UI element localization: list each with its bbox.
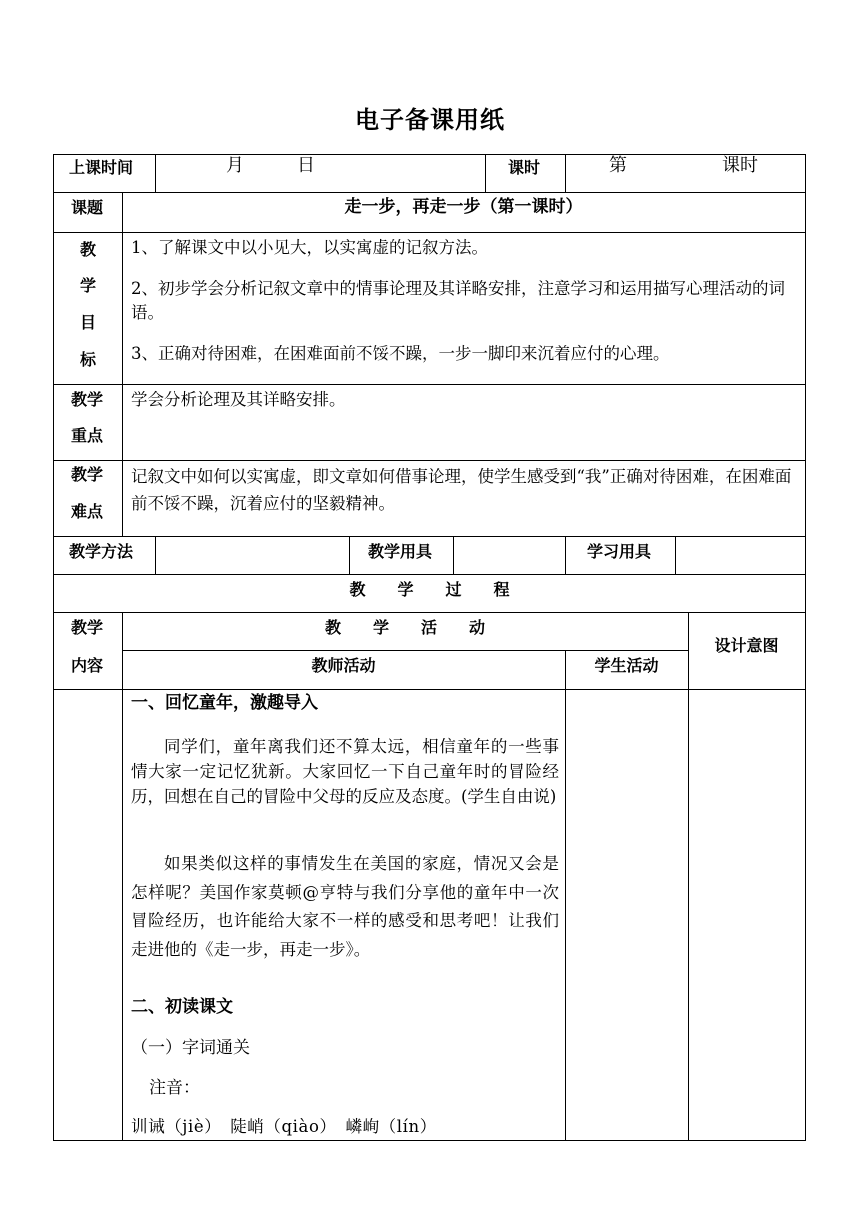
study-tools-label: 学习用具 bbox=[587, 542, 652, 561]
teacher-activity-header: 教师活动 bbox=[311, 656, 376, 675]
day-label: 日 bbox=[297, 155, 315, 176]
objective-item: 3、正确对待困难，在困难面前不馁不躁，一步一脚印来沉着应付的心理。 bbox=[131, 344, 670, 363]
period-prefix: 第 bbox=[609, 155, 627, 176]
content-label: 内容 bbox=[71, 656, 104, 675]
phonetic-label: 注音： bbox=[149, 1078, 200, 1098]
student-activity-header: 学生活动 bbox=[594, 656, 659, 675]
page-title: 电子备课用纸 bbox=[355, 106, 505, 134]
phonetic-line: 训诫（jiè） 陡峭（qiào） 嶙峋（lín） bbox=[131, 1117, 437, 1136]
topic-value: 走一步，再走一步（第一课时） bbox=[344, 197, 583, 217]
process-heading: 教 学 过 程 bbox=[349, 580, 510, 599]
section-1-title: 一、回忆童年，激趣导入 bbox=[131, 693, 318, 713]
activity-heading: 教 学 活 动 bbox=[324, 618, 485, 637]
key-points-value: 学会分析论理及其详略安排。 bbox=[131, 390, 346, 409]
design-intent-header: 设计意图 bbox=[714, 636, 779, 655]
period-label: 课时 bbox=[508, 158, 541, 177]
month-label: 月 bbox=[226, 155, 244, 176]
key-points-label: 重点 bbox=[71, 426, 104, 445]
period-suffix: 课时 bbox=[722, 155, 758, 176]
objective-item: 1、了解课文中以小见大，以实寓虚的记叙方法。 bbox=[131, 238, 488, 257]
content-label: 教学 bbox=[71, 618, 104, 637]
key-points-label: 教学 bbox=[71, 390, 104, 409]
difficulties-label: 难点 bbox=[71, 502, 104, 521]
subsection-vocab: （一）字词通关 bbox=[131, 1038, 250, 1058]
section-2-title: 二、初读课文 bbox=[131, 997, 233, 1017]
class-time-label: 上课时间 bbox=[69, 158, 134, 177]
intro-paragraph-1: 同学们，童年离我们还不算太远，相信童年的一些事情大家一定记忆犹新。大家回忆一下自己童年时的冒险经历，回想在自己的冒险中父母的反应及态度。(学生自由说) bbox=[131, 737, 559, 806]
method-label: 教学方法 bbox=[69, 542, 134, 561]
intro-paragraph-2: 如果类似这样的事情发生在美国的家庭，情况又会是怎样呢？美国作家莫顿@亨特与我们分享他的童年中一次冒险经历，也许能给大家不一样的感受和思考吧！让我们走进他的《走一步，再走一步》。 bbox=[131, 854, 559, 959]
difficulties-value: 记叙文中如何以实寓虚，即文章如何借事论理，使学生感受到“我”正确对待困难，在困难面前不馁不躁，沉着应付的坚毅精神。 bbox=[131, 467, 792, 513]
difficulties-label: 教学 bbox=[71, 465, 104, 484]
tools-label: 教学用具 bbox=[368, 542, 433, 561]
objective-item: 2、初步学会分析记叙文章中的情事论理及其详略安排，注意学习和运用描写心理活动的词语。 bbox=[131, 279, 785, 322]
topic-label: 课题 bbox=[71, 198, 104, 217]
